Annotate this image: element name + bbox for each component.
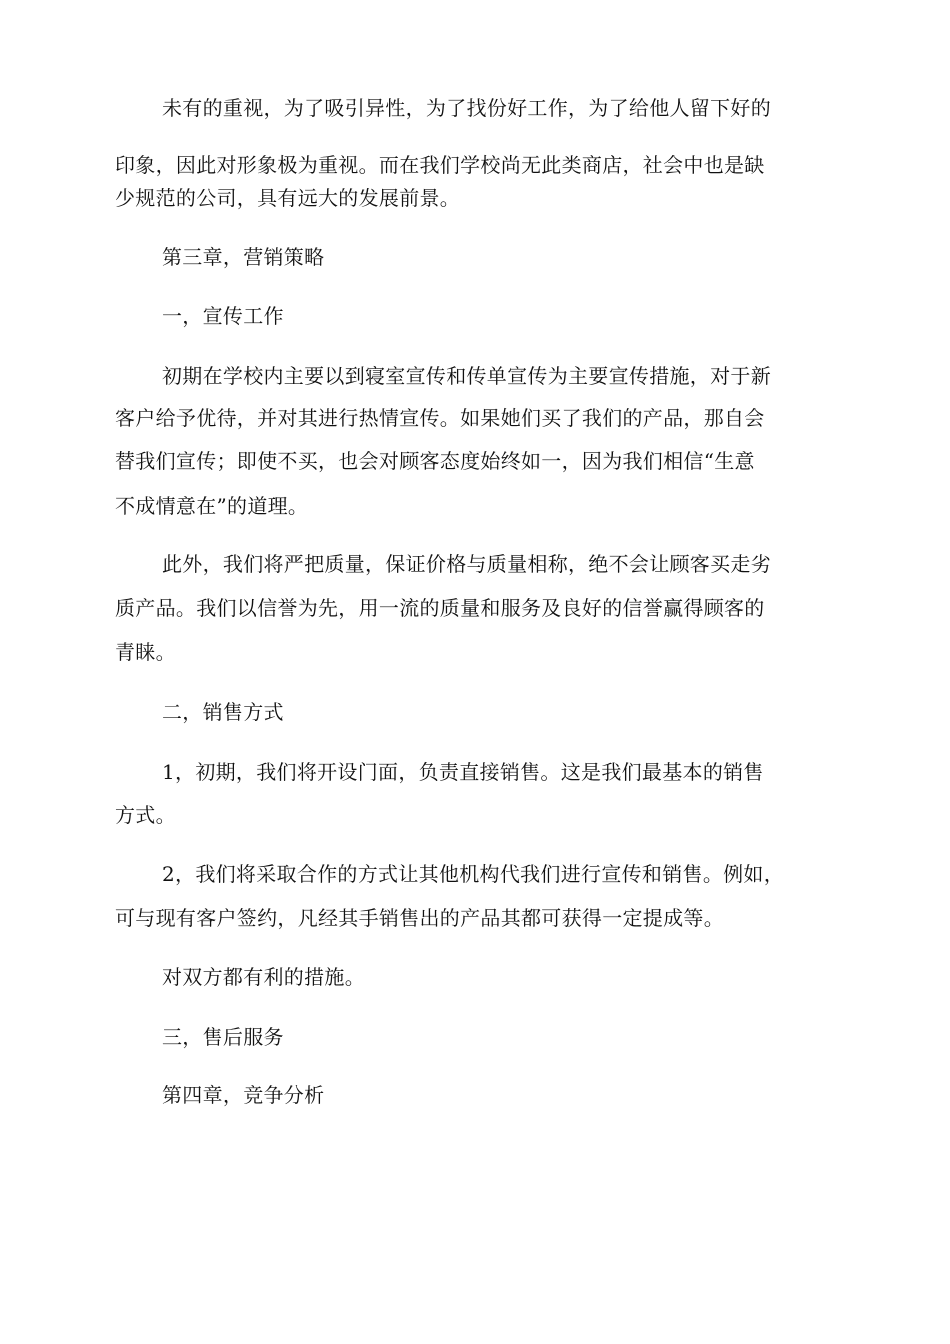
text-line: 不成情意在”的道理。 [115, 494, 309, 518]
text-line: 少规范的公司，具有远大的发展前景。 [115, 186, 461, 210]
text-line: 2，我们将采取合作的方式让其他机构代我们进行宣传和销售。例如， [162, 862, 785, 886]
text-line: 青睐。 [115, 640, 176, 664]
text-line: 未有的重视，为了吸引异性，为了找份好工作，为了给他人留下好的 [162, 96, 771, 120]
section-heading: 三，售后服务 [162, 1025, 284, 1049]
chapter-heading: 第三章，营销策略 [162, 245, 325, 269]
text-line: 1，初期，我们将开设门面，负责直接销售。这是我们最基本的销售 [162, 760, 764, 784]
text-line: 可与现有客户签约，凡经其手销售出的产品其都可获得一定提成等。 [115, 906, 724, 930]
chapter-heading: 第四章，竞争分析 [162, 1083, 325, 1107]
text-line: 印象，因此对形象极为重视。而在我们学校尚无此类商店，社会中也是缺 [115, 153, 765, 177]
text-line: 质产品。我们以信誉为先，用一流的质量和服务及良好的信誉赢得顾客的 [115, 596, 765, 620]
text-line: 此外，我们将严把质量，保证价格与质量相称，绝不会让顾客买走劣 [162, 552, 771, 576]
text-line: 初期在学校内主要以到寝室宣传和传单宣传为主要宣传措施，对于新 [162, 364, 771, 388]
section-heading: 一，宣传工作 [162, 304, 284, 328]
text-line: 替我们宣传；即使不买，也会对顾客态度始终如一，因为我们相信“生意 [115, 449, 755, 473]
section-heading: 二，销售方式 [162, 700, 284, 724]
text-line: 客户给予优待，并对其进行热情宣传。如果她们买了我们的产品，那自会 [115, 406, 765, 430]
text-line: 对双方都有利的措施。 [162, 965, 365, 989]
text-line: 方式。 [115, 803, 176, 827]
